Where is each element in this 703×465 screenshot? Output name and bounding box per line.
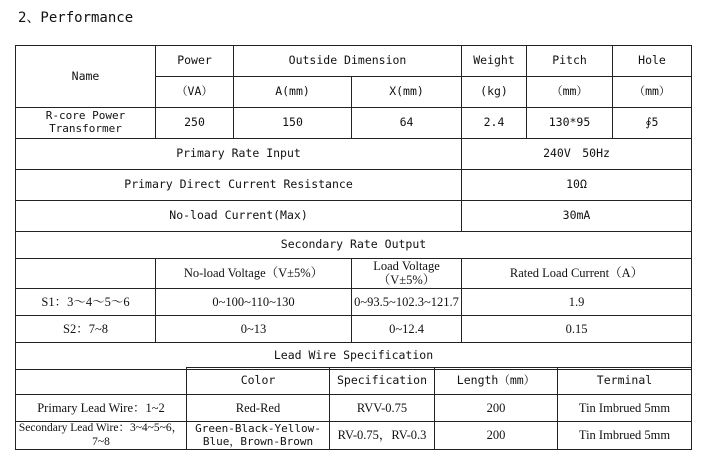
- s2-name: S2：7~8: [16, 315, 156, 342]
- product-name: R-core Power Transformer: [16, 108, 156, 139]
- s1-load: 0~93.5~102.3~121.7: [352, 288, 462, 315]
- noload-current-value: 30mA: [462, 201, 692, 232]
- s2-load: 0~12.4: [352, 315, 462, 342]
- specification-header: Specification: [330, 368, 435, 395]
- dim-x-header: X(mm): [352, 77, 462, 108]
- secondary-lead-spec: RV-0.75，RV-0.3: [330, 422, 435, 450]
- product-power: 250: [156, 108, 234, 139]
- secondary-lead-name: Secondary Lead Wire：3~4~5~6，7~8: [16, 422, 187, 450]
- performance-table: [15, 45, 692, 370]
- power-header: Power: [156, 46, 234, 77]
- primary-rate-input-value: 240V 50Hz: [462, 139, 692, 170]
- primary-lead-color: Red-Red: [187, 395, 330, 422]
- s2-noload: 0~13: [156, 315, 352, 342]
- dim-a-header: A(mm): [234, 77, 352, 108]
- primary-dc-resistance-value: 10Ω: [462, 170, 692, 201]
- hole-header: Hole: [613, 46, 692, 77]
- secondary-rate-output-title: Secondary Rate Output: [16, 232, 692, 259]
- primary-lead-name: Primary Lead Wire：1~2: [16, 395, 187, 422]
- section-heading: 2、Performance: [18, 10, 134, 26]
- length-header: Length（mm）: [435, 368, 558, 395]
- outside-dimension-header: Outside Dimension: [234, 46, 462, 77]
- weight-unit: (kg): [462, 77, 527, 108]
- s2-current: 0.15: [462, 315, 692, 342]
- hole-unit: （mm）: [613, 77, 692, 108]
- pitch-header: Pitch: [527, 46, 613, 77]
- product-pitch: 130*95: [527, 108, 613, 139]
- color-header: Color: [187, 368, 330, 395]
- primary-lead-terminal: Tin Imbrued 5mm: [558, 395, 692, 422]
- secondary-lead-terminal: Tin Imbrued 5mm: [558, 422, 692, 450]
- primary-dc-resistance-label: Primary Direct Current Resistance: [16, 170, 462, 201]
- lead-name-header: [16, 368, 187, 395]
- weight-header: Weight: [462, 46, 527, 77]
- secondary-name-header: [16, 259, 156, 289]
- product-dim-a: 150: [234, 108, 352, 139]
- pitch-unit: （mm）: [527, 77, 613, 108]
- load-voltage-header: Load Voltage（V±5%）: [352, 259, 462, 289]
- rated-current-header: Rated Load Current（A）: [462, 259, 692, 289]
- primary-rate-input-label: Primary Rate Input: [16, 139, 462, 170]
- terminal-header: Terminal: [558, 368, 692, 395]
- noload-current-label: No-load Current(Max): [16, 201, 462, 232]
- product-dim-x: 64: [352, 108, 462, 139]
- product-weight: 2.4: [462, 108, 527, 139]
- primary-lead-length: 200: [435, 395, 558, 422]
- secondary-lead-length: 200: [435, 422, 558, 450]
- product-hole: ∮5: [613, 108, 692, 139]
- lead-wire-table: [15, 367, 692, 450]
- lead-wire-title: Lead Wire Specification: [16, 342, 692, 369]
- s1-noload: 0~100~110~130: [156, 288, 352, 315]
- name-header: Name: [16, 46, 156, 108]
- s1-current: 1.9: [462, 288, 692, 315]
- s1-name: S1：3～4～5～6: [16, 288, 156, 315]
- secondary-lead-color: Green-Black-Yellow-Blue，Brown-Brown: [187, 422, 330, 450]
- noload-voltage-header: No-load Voltage（V±5%）: [156, 259, 352, 289]
- power-unit: （VA）: [156, 77, 234, 108]
- primary-lead-spec: RVV-0.75: [330, 395, 435, 422]
